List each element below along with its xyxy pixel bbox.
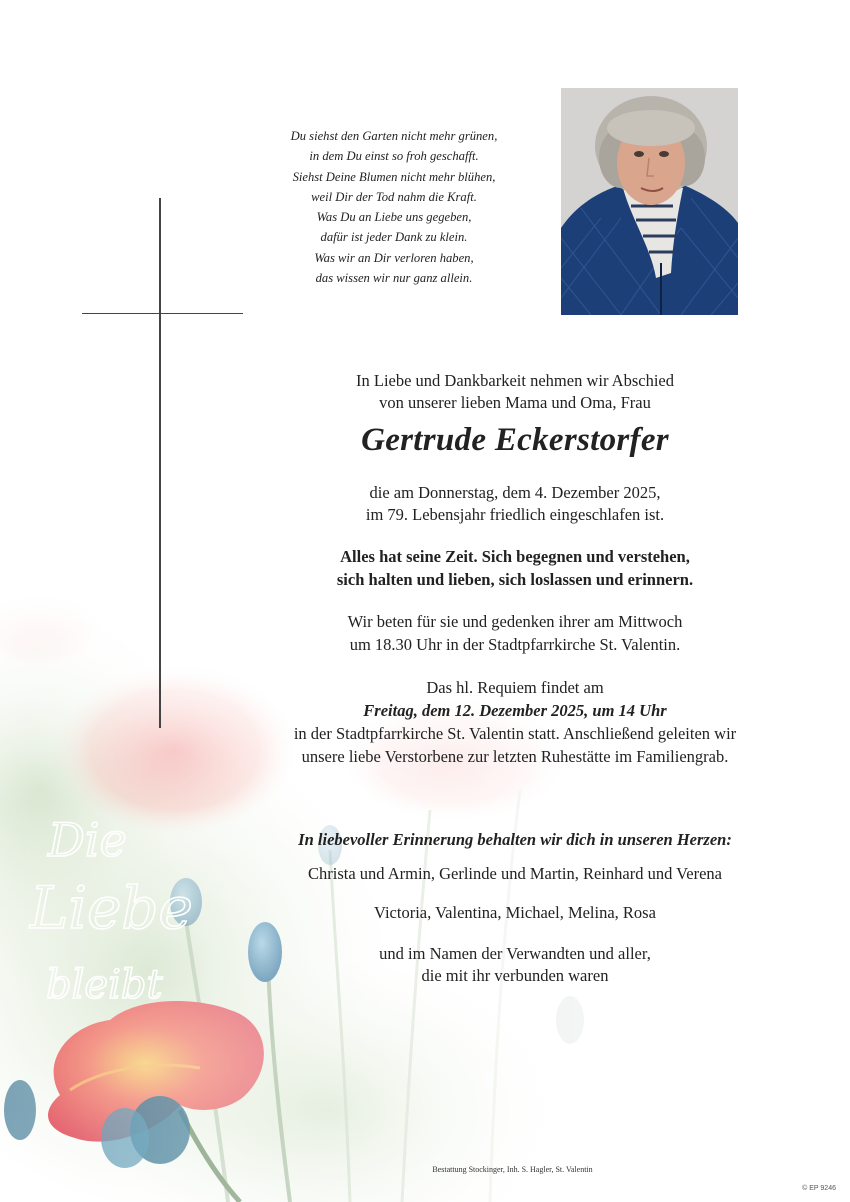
relatives-text bbox=[250, 943, 780, 987]
relatives-line: und im Namen der Verwandten und aller, bbox=[379, 944, 651, 963]
prayer-line: um 18.30 Uhr in der Stadtpfarrkirche St. Valentin. bbox=[349, 635, 681, 654]
requiem-line: in der Stadtpfarrkirche St. Valentin statt. Anschließend geleiten wir bbox=[293, 724, 737, 743]
portrait-photo bbox=[561, 88, 738, 315]
cross-vertical-line bbox=[159, 198, 161, 728]
template-code: © EP 9246 bbox=[802, 1185, 836, 1192]
death-line: die am Donnerstag, dem 4. Dezember 2025, bbox=[369, 483, 661, 502]
poem-line: Was Du an Liebe uns gegeben, bbox=[316, 210, 472, 225]
poem-line: Siehst Deine Blumen nicht mehr blühen, bbox=[292, 169, 496, 184]
memory-heading: In liebevoller Erinnerung behalten wir dich in unseren Herzen: bbox=[298, 830, 732, 849]
requiem-date: Freitag, dem 12. Dezember 2025, um 14 Uhr bbox=[363, 701, 667, 720]
poem bbox=[268, 126, 520, 288]
poem-line: das wissen wir nur ganz allein. bbox=[315, 271, 473, 286]
funeral-home-footer: Bestattung Stockinger, Inh. S. Hagler, St. Valentin bbox=[432, 1165, 593, 1174]
prayer-line: Wir beten für sie und gedenken ihrer am Mittwoch bbox=[347, 612, 683, 631]
poem-line: weil Dir der Tod nahm die Kraft. bbox=[311, 189, 477, 204]
requiem-text bbox=[250, 676, 780, 768]
poem-line: Was wir an Dir verloren haben, bbox=[314, 250, 474, 265]
quote-line: sich halten und lieben, sich loslassen und erinnern. bbox=[336, 570, 694, 589]
requiem-line: unsere liebe Verstorbene zur letzten Ruhestätte im Familiengrab. bbox=[301, 747, 729, 766]
intro-line: In Liebe und Dankbarkeit nehmen wir Abschied bbox=[356, 371, 674, 390]
death-notice bbox=[250, 482, 780, 526]
intro-text bbox=[250, 370, 780, 414]
poem-line: dafür ist jeder Dank zu klein. bbox=[320, 230, 468, 245]
prayer-text bbox=[250, 610, 780, 656]
quote-line: Alles hat seine Zeit. Sich begegnen und verstehen, bbox=[340, 547, 690, 566]
deceased-name: Gertrude Eckerstorfer bbox=[361, 422, 669, 458]
cross-horizontal-line bbox=[82, 313, 243, 314]
death-line: im 79. Lebensjahr friedlich eingeschlafen ist. bbox=[365, 505, 665, 524]
family-grandchildren: Victoria, Valentina, Michael, Melina, Rosa bbox=[374, 903, 656, 922]
requiem-line: Das hl. Requiem findet am bbox=[426, 678, 604, 697]
intro-line: von unserer lieben Mama und Oma, Frau bbox=[379, 393, 651, 412]
poem-line: in dem Du einst so froh geschafft. bbox=[309, 149, 479, 164]
relatives-line: die mit ihr verbunden waren bbox=[421, 966, 609, 985]
family-children: Christa und Armin, Gerlinde und Martin, Reinhard und Verena bbox=[308, 864, 722, 883]
quote bbox=[250, 545, 780, 591]
poem-line: Du siehst den Garten nicht mehr grünen, bbox=[290, 129, 498, 143]
